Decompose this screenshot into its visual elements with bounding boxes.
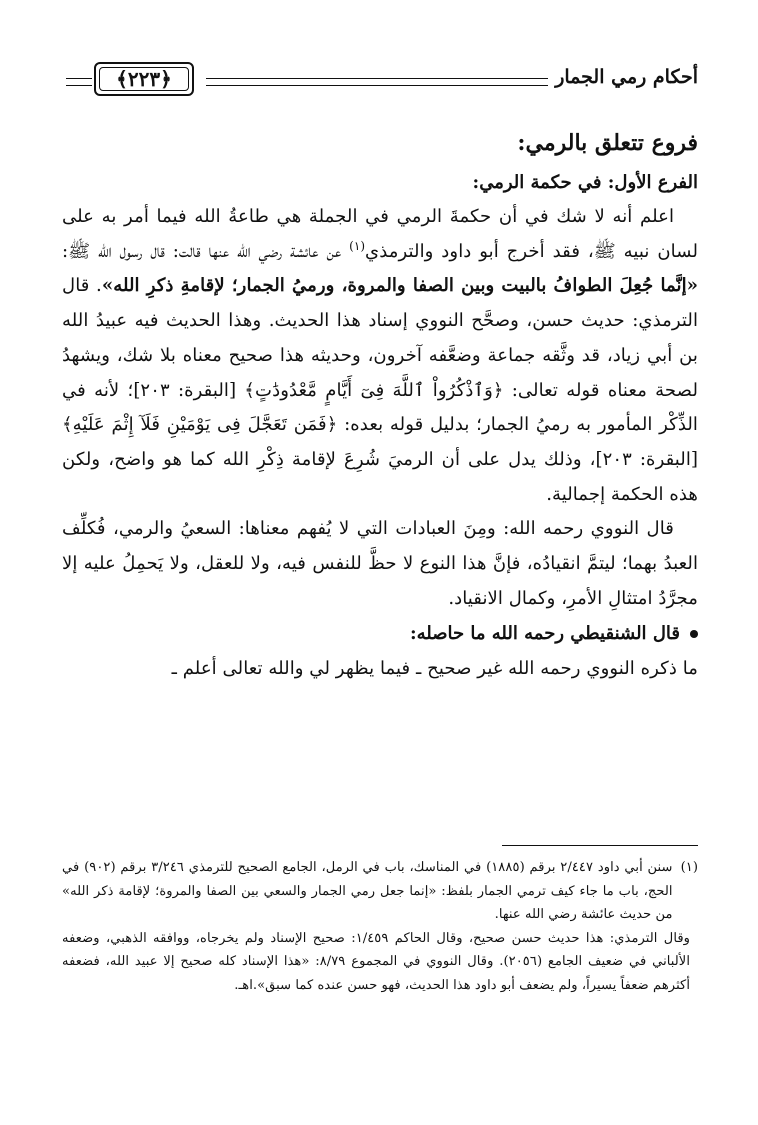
footnote-ref[interactable]: (١)	[349, 238, 365, 253]
running-header	[86, 62, 698, 106]
footnote	[62, 856, 698, 927]
subsection-title: الفرع الأول: في حكمة الرمي:	[472, 172, 698, 193]
section-title: فروع تتعلق بالرمي:	[517, 130, 698, 156]
footnote-continued	[62, 927, 698, 998]
header-rule-tail	[66, 78, 92, 86]
header-rule	[206, 78, 548, 86]
paragraph-3: ما ذكره النووي رحمه الله غير صحيح ـ فيما يظهر لي والله تعالى أعلم ـ	[171, 658, 698, 680]
paragraph-1	[62, 200, 698, 512]
hadith-quote: «إنَّما جُعِلَ الطوافُ بالبيت وبين الصفا والمروة، ورميُ الجمار؛ لإقامةِ ذكرِ الله»	[101, 275, 698, 297]
footnote-separator	[502, 845, 698, 846]
page-number: ﴿٢٢٣﴾	[116, 67, 172, 91]
bullet-dot-icon	[690, 630, 698, 638]
paragraph-1-text-b: عن عائشة رضي الله عنها قالت: قال رسول الله ﷺ:	[62, 240, 350, 262]
footnote-text: وقال الترمذي: هذا حديث حسن صحيح، وقال الحاكم ١/٤٥٩: صحيح الإسناد ولم يخرجاه، ووافقه الذهبي، وضعفه الألباني في ضعيف الجامع (٢٠٥٦). وقال النووي في المجموع ٨/٧٩: «هذا الإسناد كله صحيح إلا عبيد الله، فضعفه أكثرهم ضعفاً يسيراً، ولم يضعف أبو داود هذا الحديث، فهو حسن عنده كما سبق».اهـ.	[62, 930, 691, 993]
paragraph-1-text: اعلم أنه لا شك في أن حكمةَ الرمي في الجملة هي طاعةُ الله فيما أمر به على لسان نبيه ﷺ، فقد أخرج أبو داود والترمذي	[62, 206, 698, 262]
paragraph-1-text-c: . قال الترمذي: حديث حسن، وصحَّح النووي إسناد هذا الحديث. وهذا الحديث فيه عبيدُ الله بن أبي زياد، قد وثَّقه جماعة وضعَّفه آخرون، وحديثه هذا صحيح معناه بلا شك، ويشهدُ لصحة معناه قوله تعالى: ﴿وَٱذْكُرُواْ ٱللَّهَ فِىٓ أَيَّامٍ مَّعْدُودَٰتٍ﴾ [البقرة: ٢٠٣]؛ لأنه في الذِّكْر المأمور به رميُ الجمار؛ بدليل قوله بعده: ﴿فَمَن تَعَجَّلَ فِى يَوْمَيْنِ فَلَآ إِثْمَ عَلَيْهِ﴾ [البقرة: ٢٠٣]، وذلك يدل على أن الرميَ شُرِعَ لإقامة ذِكْرِ الله كما هو واضح، ولكن هذه الحكمة إجمالية.	[62, 275, 698, 505]
main-text	[62, 120, 698, 687]
page-number-box	[94, 62, 194, 96]
footnote-number: (١)	[680, 860, 698, 875]
footnote-text: سنن أبي داود ٢/٤٤٧ برقم (١٨٨٥) في المناسك، باب في الرمل، الجامع الصحيح للترمذي ٣/٢٤٦ برقم (٩٠٢) في الحج، باب ما جاء كيف ترمي الجمار بلفظ: «إنما جعل رمي الجمار والسعي بين الصفا والمروة؛ لإقامة ذكر الله» من حديث عائشة رضي الله عنها.	[62, 860, 673, 922]
running-title: أحكام رمي الجمار	[555, 66, 698, 88]
footnotes	[62, 856, 698, 997]
bullet-heading-text: قال الشنقيطي رحمه الله ما حاصله:	[409, 623, 680, 645]
paragraph-2: قال النووي رحمه الله: ومِنَ العبادات التي لا يُفهم معناها: السعيُ والرمي، فُكلِّف العبدُ بهما؛ ليتمَّ انقيادُه، فإنَّ هذا النوع لا حظَّ للنفس فيه، ولا للعقل، ولا يَحمِلُ عليه إلا مجرَّدُ امتثالِ الأمرِ، وكمال الانقياد.	[62, 518, 698, 609]
bullet-heading	[62, 616, 698, 652]
